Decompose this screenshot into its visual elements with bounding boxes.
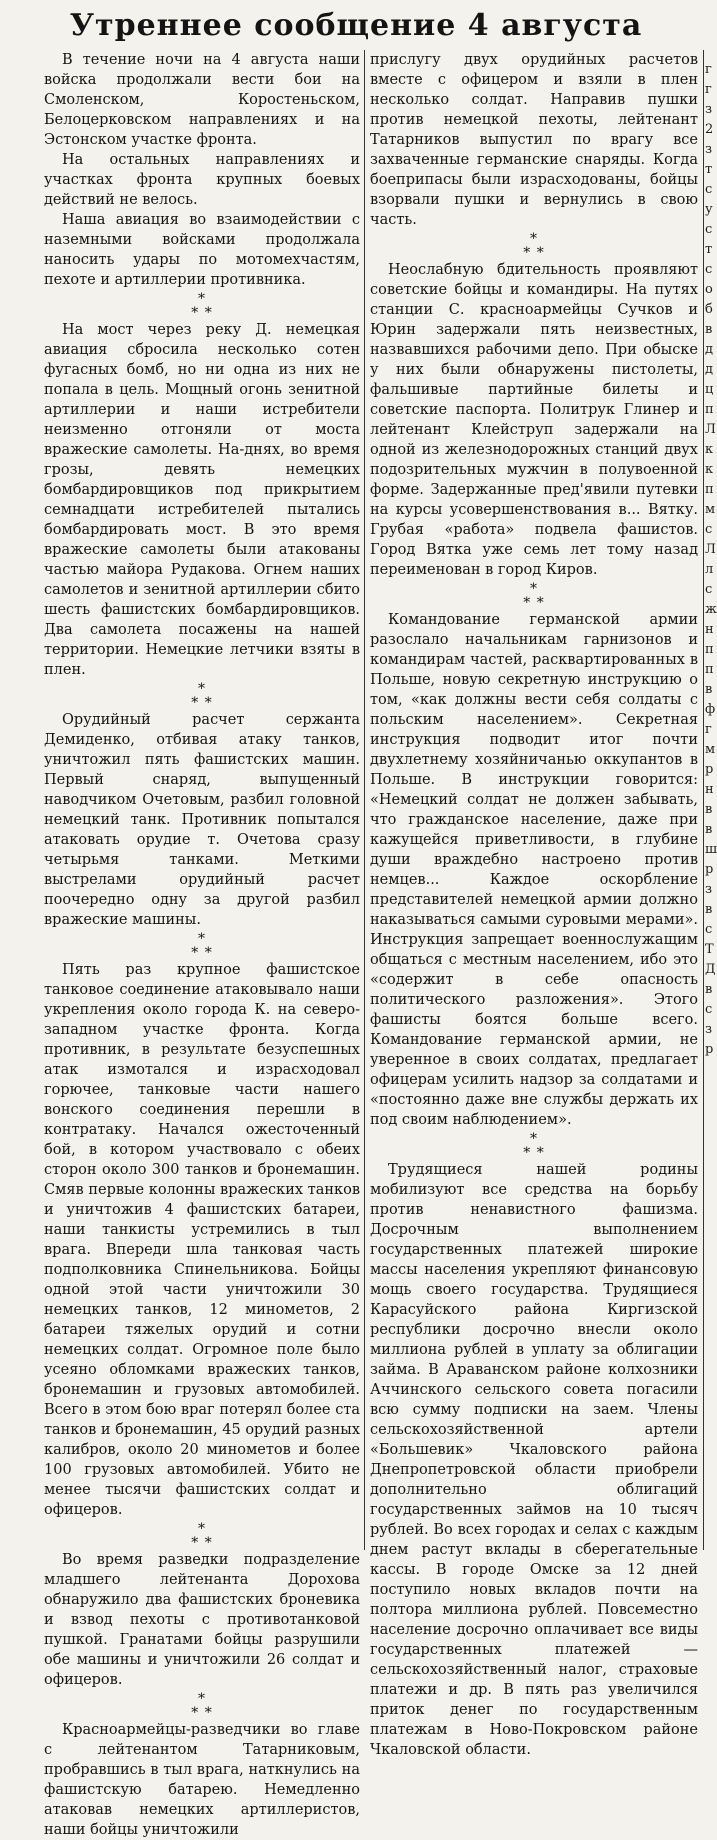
left-column	[44, 50, 360, 1838]
fragment-letter: л	[705, 562, 714, 577]
fragment-letter: с	[705, 262, 713, 277]
article-paragraph: Пять раз крупное фашистское танковое соединение атаковывало наши укрепления около города К. на северо-западном участке фронта. Когда противник, в результате безуспешных атак измотался и израсходовал горючее, танковые части нашего вонского соединения перешли в контратаку. Начался ожесточенный бой, в котором участвовало с обеих сторон около 300 танков и бронемашин. Смяв первые колонны вражеских танков и уничтожив 4 фашистских батареи, наши танкисты устремились в тыл врага. Впереди шла танковая часть подполковника Спинельникова. Бойцы одной этой части уничтожили 30 немецких танков, 12 минометов, 2 батареи тяжелых орудий и сотни немецких солдат. Огромное поле было усеяно обломками вражеских танков, бронемашин и грузовых автомобилей. Всего в этом бою враг потерял более ста танков и бронемашин, 45 орудий разных калибров, около 20 минометов и более 100 грузовых автомобилей. Убито не менее тысячи фашистских солдат и офицеров.	[44, 962, 360, 1518]
section-separator: * * *	[523, 231, 545, 261]
fragment-letter: 2	[705, 122, 714, 137]
article-paragraph: Трудящиеся нашей родины мобилизуют все средства на борьбу против ненавистного фашизма. Досрочным выполнением государственных платежей широкие массы населения укрепляют финансовую мощь своего государства. Трудящиеся Карасуйского района Киргизской республики досрочно внесли около миллиона рублей в уплату за облигации займа. В Араванском районе колхозники Аччинского сельского совета погасили всю сумму подписки на заем. Члены сельскохозяйственной артели «Большевик» Чкаловского района Днепропетровской области приобрели дополнительно облигаций государственных займов на 10 тысяч рублей. Во всех городах и селах с каждым днем растут вклады в сберегательные кассы. В городе Омске за 12 дней поступило новых вкладов почти на полтора миллиона рублей. Повсеместно население досрочно оплачивает все виды государственных платежей — сельскохозяйственный налог, страховые платежи и др. В пять раз увеличился приток денег по государственным платежам в Ново-Покровском районе Чкаловской области.	[370, 1162, 698, 1758]
fragment-letter: п	[705, 402, 714, 417]
right-column-fragment	[705, 60, 717, 1550]
article-paragraph: прислугу двух орудийных расчетов вместе с офицером и взяли в плен несколько солдат. Направив пушки против немецкой пехоты, лейтенант Татарников выпустил по врагу все захваченные германские снаряды. Когда боеприпасы были израсходованы, бойцы взорвали пушки и вернулись в свою часть.	[370, 52, 698, 228]
fragment-letter: в	[705, 802, 713, 817]
fragment-letter: в	[705, 322, 713, 337]
article-paragraph: На мост через реку Д. немецкая авиация сбросила несколько сотен фугасных бомб, но ни одна из них не попала в цель. Мощный огонь зенитной артиллерии и наши истребители неизменно отгоняли от моста вражеские самолеты. На-днях, во время грозы, девять немецких бомбардировщиков под прикрытием семнадцати истребителей пытались бомбардировать мост. В это время вражеские самолеты были атакованы частью майора Рудакова. Огнем наших самолетов и зенитной артиллерии сбито шесть фашистских бомбардировщиков. Два самолета посажены на нашей территории. Немецкие летчики взяты в плен.	[44, 322, 360, 678]
section-separator: * * *	[191, 931, 213, 961]
fragment-letter: с	[705, 1002, 713, 1017]
fragment-letter: р	[705, 1042, 714, 1057]
fragment-letter: ж	[705, 602, 717, 617]
fragment-letter: д	[705, 342, 714, 357]
section-separator: * * *	[191, 681, 213, 711]
fragment-letter: м	[705, 742, 716, 757]
fragment-letter: о	[705, 282, 713, 297]
article-paragraph: Красноармейцы-разведчики во главе с лейтенантом Татарниковым, пробравшись в тыл врага, наткнулись на фашистскую батарею. Немедленно атаковав немецких артиллеристов, наши бойцы уничтожили	[44, 1722, 360, 1838]
fragment-letter: з	[705, 142, 713, 157]
fragment-letter: р	[705, 762, 714, 777]
fragment-letter: п	[705, 482, 714, 497]
fragment-letter: в	[705, 902, 713, 917]
fragment-letter: п	[705, 642, 714, 657]
section-separator: * * *	[523, 1131, 545, 1161]
fragment-letter: в	[705, 982, 713, 997]
headline: Утреннее сообщение 4 августа	[69, 8, 643, 43]
fragment-letter: г	[705, 62, 712, 77]
fragment-letter: р	[705, 862, 714, 877]
fragment-letter: с	[705, 922, 713, 937]
fragment-letter: м	[705, 502, 716, 517]
fragment-letter: г	[705, 722, 712, 737]
fragment-letter: с	[705, 182, 713, 197]
fragment-letter: Т	[705, 942, 714, 957]
fragment-letter: у	[705, 202, 713, 217]
section-separator: * * *	[191, 291, 213, 321]
fragment-letter: г	[705, 82, 712, 97]
section-separator: * * *	[523, 581, 545, 611]
fragment-letter: в	[705, 682, 713, 697]
fragment-letter: н	[705, 782, 714, 797]
fragment-letter: с	[705, 222, 713, 237]
section-separator: * * *	[191, 1521, 213, 1551]
article-paragraph: Орудийный расчет сержанта Демиденко, отбивая атаку танков, уничтожил пять фашистских машин. Первый снаряд, выпущенный наводчиком Очетовым, разбил головной немецкий танк. Противник попытался атаковать орудие т. Очетова сразу четырьмя танками. Меткими выстрелами орудийный расчет поочередно одну за другой разбил вражеские машины.	[44, 712, 360, 928]
column-rule	[703, 50, 704, 1550]
fragment-letter: с	[705, 582, 713, 597]
fragment-letter: т	[705, 162, 713, 177]
fragment-letter: в	[705, 822, 713, 837]
fragment-letter: п	[705, 662, 714, 677]
article-paragraph: В течение ночи на 4 августа наши войска продолжали вести бои на Смоленском, Коростеньском, Белоцерковском направлениях и на Эстонском участке фронта.	[44, 52, 360, 148]
fragment-letter: т	[705, 242, 713, 257]
fragment-letter: Д	[705, 962, 716, 977]
section-separator: * * *	[191, 1691, 213, 1721]
middle-column	[370, 50, 698, 1758]
article-paragraph: На остальных направлениях и участках фронта крупных боевых действий не велось.	[44, 152, 360, 208]
fragment-letter: д	[705, 362, 714, 377]
article-paragraph: Командование германской армии разослало начальникам гарнизонов и командирам частей, расквартированных в Польше, новую секретную инструкцию о том, «как должны вести себя солдаты с польским населением». Секретная инструкция подводит итог почти двухлетнему хозяйничанью оккупантов в Польше. В инструкции говорится: «Немецкий солдат не должен забывать, что гражданское население, даже при кажущейся приветливости, в глубине души враждебно настроено против немцев... Каждое оскорбление представителей немецкой армии должно наказываться самыми суровыми мерами». Инструкция запрещает военнослужащим общаться с местным населением, ибо это «содержит в себе опасность политического разложения». Этого фашисты боятся больше всего. Командование германской армии, не уверенное в своих солдатах, предлагает офицерам усилить надзор за солдатами и «постоянно даже вне службы держать их под своим наблюдением».	[370, 612, 698, 1128]
fragment-letter: Л	[705, 422, 716, 437]
fragment-letter: к	[705, 462, 714, 477]
column-rule	[364, 50, 365, 1550]
fragment-letter: ш	[705, 842, 717, 857]
fragment-letter: Л	[705, 542, 716, 557]
fragment-letter: б	[705, 302, 713, 317]
article-paragraph: Во время разведки подразделение младшего лейтенанта Дорохова обнаружило два фашистских броневика и взвод пехоты с противотанковой пушкой. Гранатами бойцы разрушили обе машины и уничтожили 26 солдат и офицеров.	[44, 1552, 360, 1688]
fragment-letter: ц	[705, 382, 714, 397]
fragment-letter: н	[705, 622, 714, 637]
article-paragraph: Неослабную бдительность проявляют советские бойцы и командиры. На путях станции С. красноармейцы Сучков и Юрин задержали пять неизвестных, назвавшихся рабочими депо. При обыске у них были обнаружены пистолеты, фальшивые партийные билеты и советские паспорта. Политрук Глинер и лейтенант Клейструп задержали на одной из железнодорожных станций двух подозрительных мужчин в полувоенной форме. Задержанные пред'явили путевки на курсы усовершенствования в... Вятку. Грубая «работа» подвела фашистов. Город Вятка уже семь лет тому назад переименован в город Киров.	[370, 262, 698, 578]
fragment-letter: з	[705, 882, 713, 897]
fragment-letter: з	[705, 1022, 713, 1037]
fragment-letter: ф	[705, 702, 716, 717]
article-paragraph: Наша авиация во взаимодействии с наземными войсками продолжала наносить удары по мотомехчастям, пехоте и артиллерии противника.	[44, 212, 360, 288]
fragment-letter: к	[705, 442, 714, 457]
fragment-letter: з	[705, 102, 713, 117]
fragment-letter: с	[705, 522, 713, 537]
